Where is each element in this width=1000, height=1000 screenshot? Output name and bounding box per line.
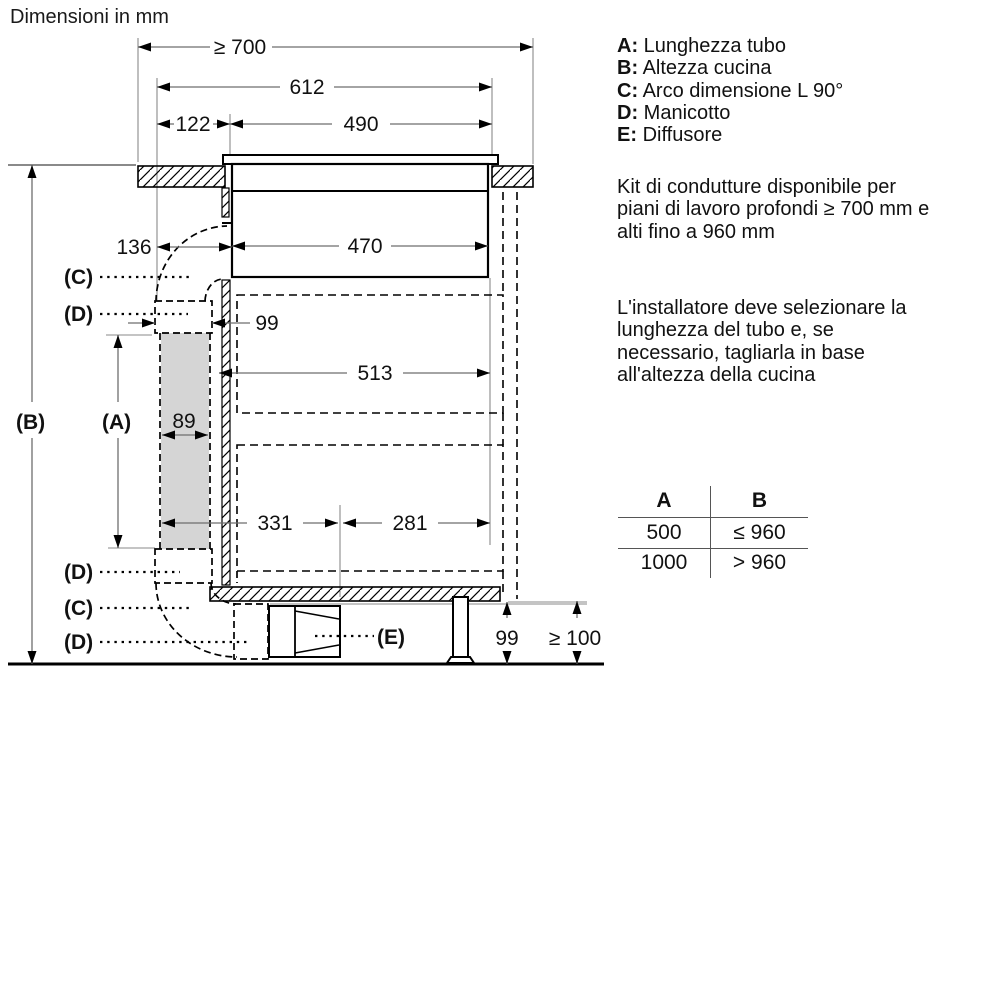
- cabinet-foot-base: [447, 657, 474, 663]
- table-cell-a: 500: [646, 521, 682, 544]
- hob-body: [232, 164, 488, 277]
- duct-sleeve-top: [155, 301, 212, 333]
- diagram-title: Dimensioni in mm: [10, 6, 169, 28]
- dim-281-label: 281: [392, 512, 428, 535]
- cabinet-foot: [453, 597, 468, 657]
- duct-sleeve-diffuser: [234, 604, 268, 659]
- legend-item-a: A: Lunghezza tubo: [617, 35, 787, 57]
- label-D-bottom: (D): [64, 631, 94, 654]
- worktop-left: [138, 166, 225, 187]
- label-A: (A): [102, 411, 132, 434]
- dim-99-plinth-label: 99: [495, 627, 519, 650]
- label-D-top: (D): [64, 303, 94, 326]
- duct-arc-top-outer: [156, 226, 227, 302]
- label-B: (B): [16, 411, 46, 434]
- diffuser: [269, 606, 340, 657]
- table-header-b: B: [710, 486, 808, 517]
- table-header-row: [618, 486, 808, 517]
- dim-331-label: 331: [257, 512, 293, 535]
- dim-clearance-label: ≥ 100: [548, 627, 602, 650]
- cabinet-side-panel: [222, 280, 230, 585]
- structure: [8, 155, 604, 664]
- duct-sleeve-bottom: [155, 549, 212, 583]
- duct-zone-lower: [237, 445, 503, 571]
- legend-item-d: D: Manicotto: [617, 101, 731, 124]
- hob-top-plate: [223, 155, 498, 164]
- label-E: (E): [377, 626, 405, 649]
- dim-470-label: 470: [347, 235, 383, 258]
- legend-item-b: B: Altezza cucina: [617, 57, 772, 80]
- legend-item-e: E: Diffusore: [617, 124, 723, 147]
- dim-depth-label: ≥ 700: [213, 36, 267, 59]
- table-row: [618, 548, 808, 578]
- dim-99-sleeve-label: 99: [255, 312, 279, 335]
- note-duct-kit: Kit di condutture disponibile per piani di lavoro profondi ≥ 700 mm e alti fino a 960 mm: [617, 176, 930, 243]
- extension-lines: [8, 38, 587, 604]
- label-C-bottom: (C): [64, 597, 94, 620]
- table-cell-b: > 960: [710, 549, 808, 578]
- duct-arc-top-inner: [205, 279, 223, 301]
- hob-flange-bar: [222, 188, 229, 217]
- legend-item-c: C: Arco dimensione L 90°: [617, 79, 844, 102]
- dim-490-label: 490: [343, 113, 379, 136]
- tube-length-table: [618, 486, 808, 578]
- dim-89-label: 89: [172, 410, 196, 433]
- table-cell-a: 1000: [640, 551, 688, 574]
- dim-122-label: 122: [175, 113, 211, 136]
- legend: [617, 35, 843, 146]
- dim-136-label: 136: [116, 236, 152, 259]
- table-row: [618, 517, 808, 548]
- dim-513-label: 513: [357, 362, 393, 385]
- label-D-mid: (D): [64, 561, 94, 584]
- label-C-top: (C): [64, 266, 94, 289]
- worktop-right: [492, 166, 533, 187]
- table-header-a: A: [656, 489, 672, 512]
- table-cell-b: ≤ 960: [710, 518, 808, 548]
- duct-tube: [161, 333, 209, 549]
- dim-612-label: 612: [289, 76, 325, 99]
- note-installer: L'installatore deve selezionare la lunghezza del tubo e, se necessario, tagliarla in base all'altezza della cucina: [617, 297, 907, 386]
